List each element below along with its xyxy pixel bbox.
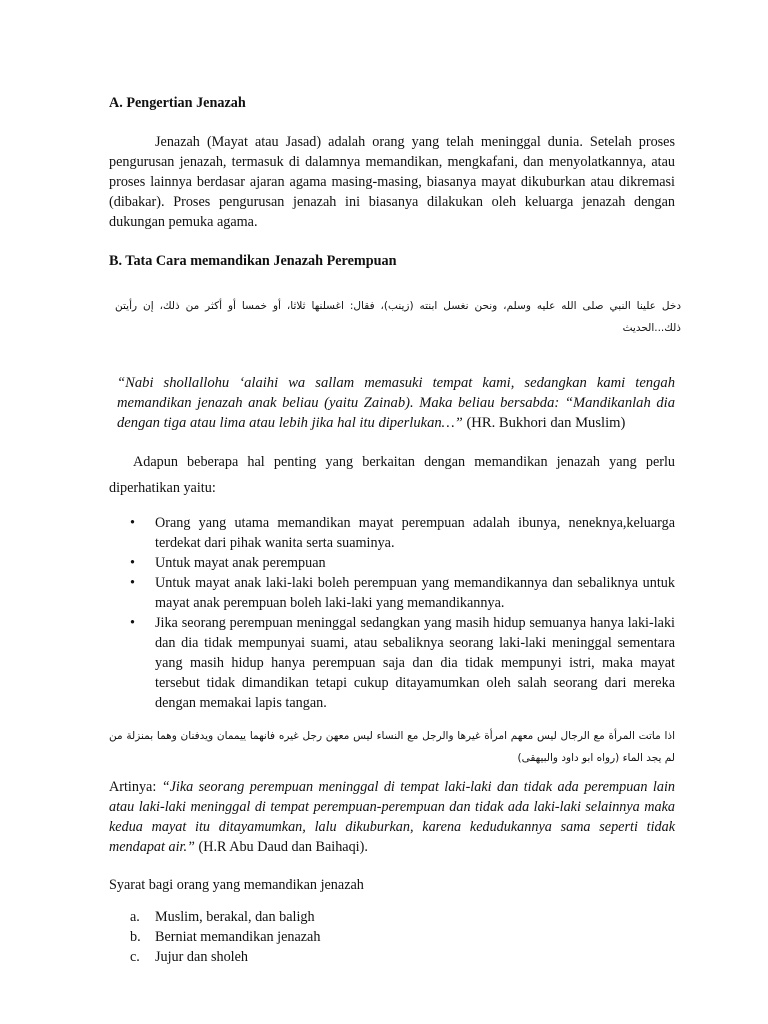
artinya-text: “Jika seorang perempuan meninggal di tempat laki-laki dan tidak ada perempuan lain atau laki-laki meninggal di tempat perempuan-perempuan dan tidak ada laki-laki selainnya maka kedua mayat itu ditayamumkan, lalu dikuburkan, karena kedudukannya sama seperti tidak mendapat air.” — [109, 779, 675, 855]
bullet-marker: • — [130, 555, 135, 571]
section-b-heading: B. Tata Cara memandikan Jenazah Perempuan — [109, 253, 397, 269]
list-item-text: Untuk mayat anak laki-laki boleh perempuan yang memandikannya dan sebaliknya untuk mayat anak perempuan boleh laki-laki yang memandikannya. — [155, 575, 675, 611]
artinya-source: (H.R Abu Daud dan Baihaqi). — [198, 839, 368, 855]
section-a-heading: A. Pengertian Jenazah — [109, 95, 246, 111]
syarat-heading: Syarat bagi orang yang memandikan jenazah — [109, 877, 364, 893]
list-item — [130, 613, 675, 713]
hadith-translation-text: “Nabi shollallohu ‘alaihi wa sallam memasuki tempat kami, sedangkan kami tengah memandikan jenazah anak beliau (yaitu Zainab). Maka beliau bersabda: “Mandikanlah dia dengan tiga atau lima atau lebih jika hal itu diperlukan…” — [117, 375, 675, 431]
list-item-text: Orang yang utama memandikan mayat perempuan adalah ibunya, neneknya,keluarga terdekat dari pihak wanita serta suaminya. — [155, 515, 675, 551]
bullet-list — [109, 513, 675, 713]
hadith-source: (HR. Bukhori dan Muslim) — [466, 415, 626, 431]
artinya-label: Artinya: — [109, 779, 157, 795]
list-item — [130, 573, 675, 613]
syarat-text: Jujur dan sholeh — [155, 949, 248, 965]
syarat-text: Muslim, berakal, dan baligh — [155, 909, 315, 925]
document-page — [109, 93, 681, 967]
list-item-text: Untuk mayat anak perempuan — [155, 555, 326, 571]
arabic-text-2: اذا ماتت المرأة مع الرجال ليس معهم امرأة غيرها والرجل مع النساء ليس معهن رجل غيره فانهما ييممان ويدفنان وهما بمنزلة من لم يجد الماء (رواه ابو داود والبيهقى) — [109, 730, 675, 764]
list-item — [130, 553, 675, 573]
syarat-marker: a. — [130, 909, 140, 925]
syarat-text: Berniat memandikan jenazah — [155, 929, 321, 945]
syarat-list — [109, 907, 675, 967]
bullet-marker: • — [130, 515, 135, 531]
syarat-marker: b. — [130, 929, 141, 945]
bullet-marker: • — [130, 575, 135, 591]
section-a-paragraph: Jenazah (Mayat atau Jasad) adalah orang yang telah meninggal dunia. Setelah proses pengurusan jenazah, termasuk di dalamnya memandikan, mengkafani, dan menyolatkannya, atau proses lainnya berdasar ajaran agama masing-masing, biasanya mayat dikuburkan atau dikremasi (dibakar). Proses pengurusan jenazah ini biasanya dilakukan oleh keluarga jenazah dengan dukungan pemuka agama. — [109, 134, 675, 230]
list-item — [130, 513, 675, 553]
syarat-item — [130, 907, 675, 927]
intro-paragraph: Adapun beberapa hal penting yang berkaitan dengan memandikan jenazah yang perlu diperhatikan yaitu: — [109, 454, 675, 496]
bullet-marker: • — [130, 615, 135, 631]
artinya-paragraph — [109, 777, 675, 857]
syarat-item — [130, 947, 675, 967]
hadith-translation — [117, 373, 675, 433]
syarat-item — [130, 927, 675, 947]
syarat-marker: c. — [130, 949, 140, 965]
hadith-arabic: دخل علينا النبي صلى الله عليه وسلم، ونحن نغسل ابنته (زينب)، فقال: اغسلنها ثلاثا، أو خمسا أو أكثر من ذلك، إن رأيتن ذلك...الحديث — [115, 300, 681, 334]
list-item-text: Jika seorang perempuan meninggal sedangkan yang masih hidup semuanya hanya laki-laki dan dia tidak mempunyai suami, atau sebaliknya seorang laki-laki meninggal sementara yang masih hidup hanya perempuan saja dan dia tidak mempunyi istri, maka mayat tersebut tidak dimandikan tetapi cukup ditayamumkan oleh salah seorang dari mereka dengan memakai lapis tangan. — [155, 615, 675, 711]
